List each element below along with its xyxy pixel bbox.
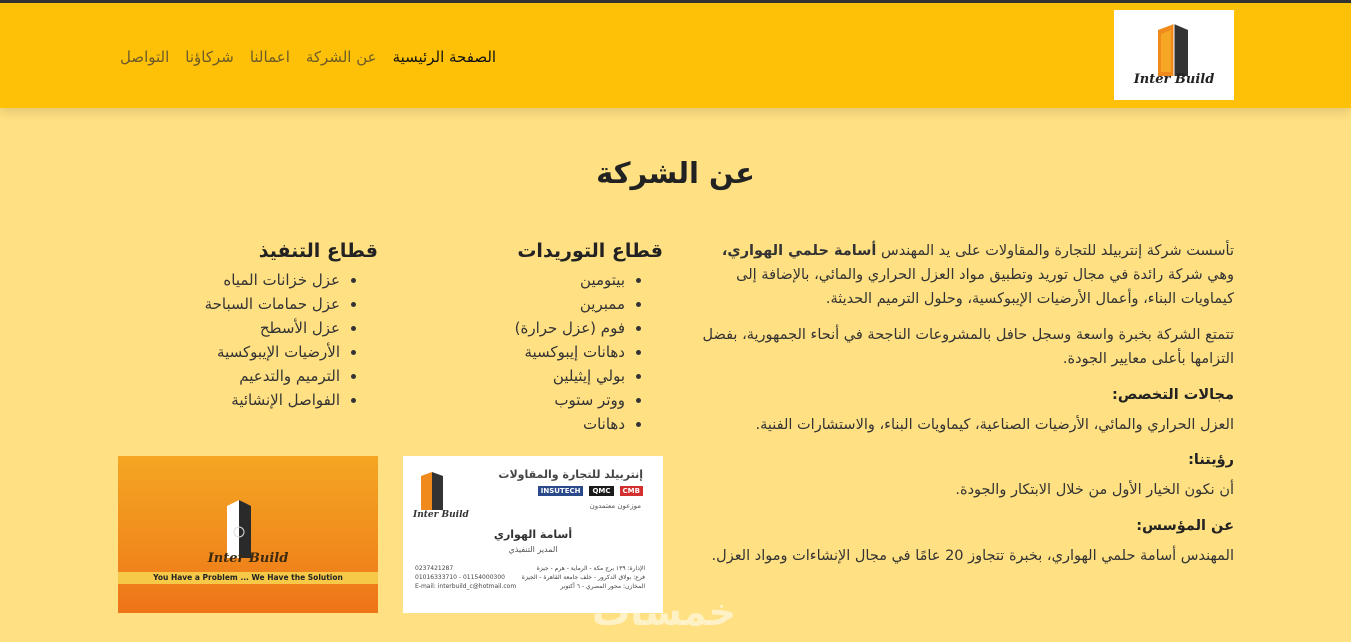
card-contacts bbox=[415, 564, 516, 591]
brand-badge: QMC bbox=[589, 486, 613, 496]
brand-logo[interactable] bbox=[1114, 10, 1234, 100]
main-nav bbox=[120, 45, 510, 69]
card-address: فرع: بولاق الدكرور - خلف جامعة القاهرة - الجيزة bbox=[521, 574, 645, 581]
card-address: الإدارة: ١٣٩ برج مكة - الرماية - هرم - جيزة bbox=[536, 565, 645, 572]
banner-logo-text: Inter Build bbox=[207, 551, 289, 566]
nav-works[interactable]: اعمالنا bbox=[249, 48, 290, 66]
founder-name: أسامة حلمي الهواري، bbox=[721, 243, 877, 259]
supplies-title: قطاع التوريدات bbox=[517, 240, 663, 262]
card-phone: 0237421287 bbox=[415, 565, 454, 572]
list-item: • الفواصل الإنشائية bbox=[118, 388, 340, 412]
founder-text: المهندس أسامة حلمي الهواري، بخبرة تتجاوز 20 عامًا في مجال الإنشاءات ومواد العزل. bbox=[711, 548, 1234, 565]
list-item: • ممبرين bbox=[403, 292, 625, 316]
card-phone: 01016333710 - 01154000300 bbox=[415, 574, 505, 581]
watermark: خمسات bbox=[592, 590, 736, 634]
list-item: • الأرضيات الإيبوكسية bbox=[118, 340, 340, 364]
brand-badge: INSUTECH bbox=[538, 486, 584, 496]
card-role: المدير التنفيذي bbox=[508, 545, 558, 554]
brand-badge: CMB bbox=[620, 486, 643, 496]
vision-title: رؤيتنا: bbox=[1188, 452, 1234, 469]
about-paragraph-2: تتمتع الشركة بخبرة واسعة وسجل حافل بالمشروعات الناجحة في أنحاء الجمهورية، بفضل التزامها بأعلى معايير الجودة. bbox=[702, 326, 1234, 367]
execution-title: قطاع التنفيذ bbox=[258, 240, 378, 262]
vision-block bbox=[700, 449, 1234, 503]
page-title: عن الشركة bbox=[596, 156, 755, 190]
founder-title: عن المؤسس: bbox=[1136, 518, 1234, 535]
list-item: • فوم (عزل حرارة) bbox=[403, 316, 625, 340]
card-company: إنتربيلد للتجارة والمقاولات bbox=[498, 468, 643, 481]
banner-slogan: You Have a Problem ... We Have the Solution bbox=[118, 572, 378, 584]
nav-home[interactable]: الصفحة الرئيسية bbox=[392, 48, 497, 66]
card-person: أسامة الهواري bbox=[493, 528, 573, 541]
list-item: • عزل خزانات المياه bbox=[118, 268, 340, 292]
list-item: • دهانات إيبوكسية bbox=[403, 340, 625, 364]
nav-partners[interactable]: شركاؤنا bbox=[185, 48, 234, 66]
card-email: E-mail: interbuild_c@hotmail.com bbox=[415, 583, 517, 590]
list-item: • ووتر ستوب bbox=[403, 388, 625, 412]
list-item: • بولي إيثيلين bbox=[403, 364, 625, 388]
execution-list bbox=[118, 268, 378, 412]
banner-image bbox=[118, 456, 378, 613]
supplies-section bbox=[403, 240, 663, 436]
about-text-cont: وهي شركة رائدة في مجال توريد وتطبيق مواد العزل الحراري والمائي، بالإضافة إلى كيماويات البناء، وأعمال الأرضيات الإيبوكسية، وحلول الترميم الحديثة. bbox=[736, 266, 1234, 307]
card-partners: موزعون معتمدون bbox=[589, 502, 641, 510]
list-item: • عزل الأسطح bbox=[118, 316, 340, 340]
execution-section bbox=[118, 240, 378, 412]
supplies-list bbox=[403, 268, 663, 436]
site-header bbox=[0, 3, 1351, 108]
specialties-block bbox=[700, 384, 1234, 438]
specialties-title: مجالات التخصص: bbox=[1112, 386, 1234, 403]
nav-about[interactable]: عن الشركة bbox=[305, 48, 377, 66]
vision-text: أن نكون الخيار الأول من خلال الابتكار والجودة. bbox=[955, 482, 1234, 499]
specialties-text: العزل الحراري والمائي، الأرضيات الصناعية، كيماويات البناء، والاستشارات الفنية. bbox=[755, 416, 1234, 433]
list-item: • دهانات bbox=[403, 412, 625, 436]
card-addresses bbox=[522, 564, 645, 591]
list-item: • الترميم والتدعيم bbox=[118, 364, 340, 388]
about-section bbox=[700, 240, 1234, 581]
logo-text: Inter Build bbox=[1133, 72, 1215, 87]
building-logo-icon bbox=[417, 470, 447, 512]
list-item: • بيتومين bbox=[403, 268, 625, 292]
card-logo-text: Inter Build bbox=[413, 510, 469, 520]
about-text: تأسست شركة إنتربيلد للتجارة والمقاولات على يد المهندس bbox=[876, 243, 1234, 259]
about-paragraph-1 bbox=[700, 240, 1234, 312]
list-item: • عزل حمامات السباحة bbox=[118, 292, 340, 316]
card-brands bbox=[538, 486, 643, 496]
founder-block bbox=[700, 515, 1234, 569]
card-address: المخازن: محور المصري - ٦ أكتوبر bbox=[560, 583, 645, 590]
nav-contact[interactable]: التواصل bbox=[120, 48, 170, 66]
